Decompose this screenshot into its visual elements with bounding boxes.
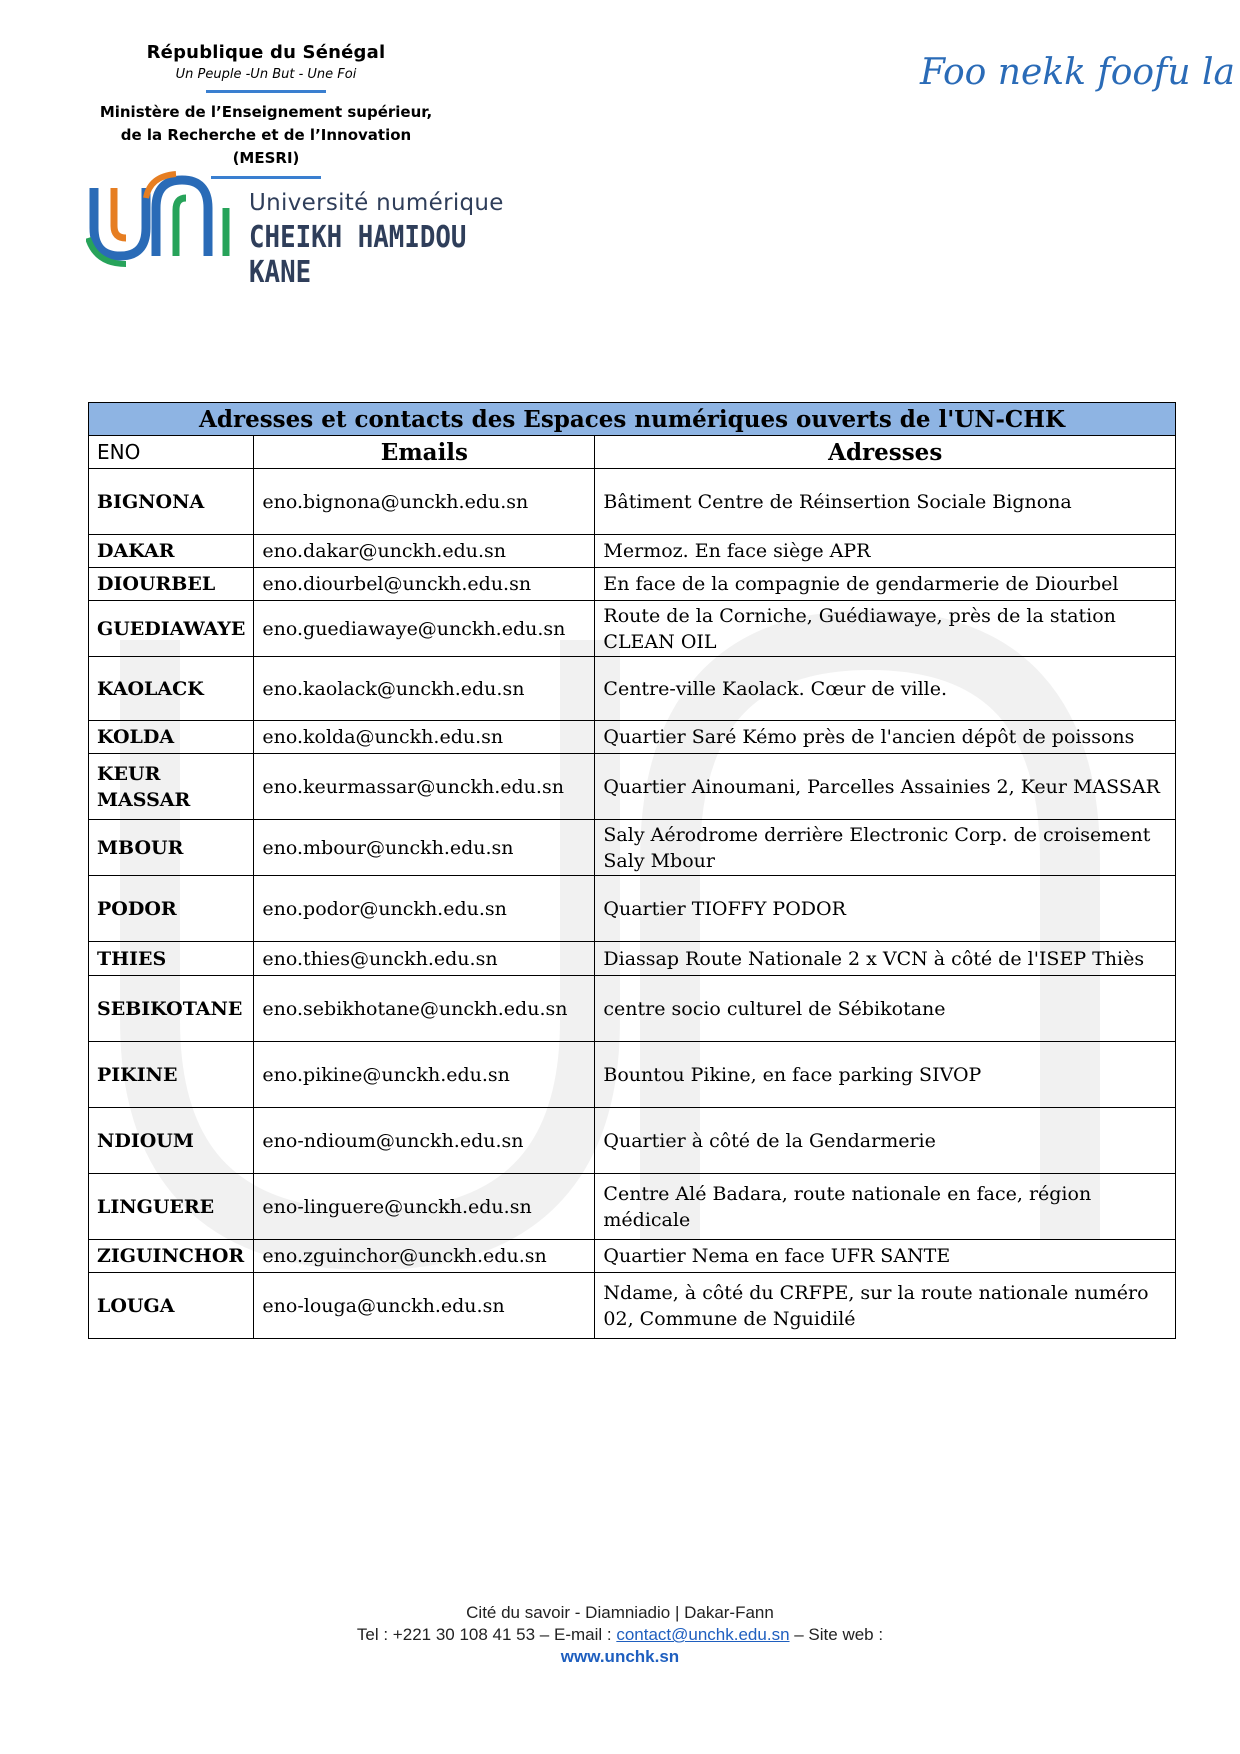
column-header-emails: Emails [254, 436, 595, 469]
unchk-logo-icon [86, 168, 236, 268]
eno-name: DAKAR [89, 535, 254, 568]
eno-email: eno.mbour@unckh.edu.sn [254, 820, 595, 876]
logo-text-line-2: CHEIKH HAMIDOU KANE [249, 220, 467, 290]
footer-address: Cité du savoir - Diamniadio | Dakar-Fann [466, 1603, 774, 1622]
eno-name: PODOR [89, 876, 254, 942]
eno-address: Quartier TIOFFY PODOR [595, 876, 1176, 942]
eno-name: SEBIKOTANE [89, 976, 254, 1042]
eno-name: LINGUERE [89, 1174, 254, 1240]
eno-address: Mermoz. En face siège APR [595, 535, 1176, 568]
eno-name: KAOLACK [89, 657, 254, 721]
contact-email-link[interactable]: contact@unchk.edu.sn [616, 1625, 790, 1644]
eno-email: eno.pikine@unckh.edu.sn [254, 1042, 595, 1108]
eno-name: BIGNONA [89, 469, 254, 535]
table-row [89, 1108, 1176, 1174]
eno-email: eno.zguinchor@unckh.edu.sn [254, 1240, 595, 1273]
eno-address: Quartier Nema en face UFR SANTE [595, 1240, 1176, 1273]
footer-tel: Tel : +221 30 108 41 53 – E-mail : [356, 1625, 617, 1644]
eno-name: LOUGA [89, 1273, 254, 1339]
eno-email: eno.diourbel@unckh.edu.sn [254, 568, 595, 601]
eno-email: eno.kolda@unckh.edu.sn [254, 721, 595, 754]
eno-address: Centre-ville Kaolack. Cœur de ville. [595, 657, 1176, 721]
eno-address: Saly Aérodrome derrière Electronic Corp. de croisement Saly Mbour [595, 820, 1176, 876]
slogan: Foo nekk foofu la [920, 52, 1235, 93]
table-row [89, 535, 1176, 568]
table-row [89, 876, 1176, 942]
eno-address: Diassap Route Nationale 2 x VCN à côté de l'ISEP Thiès [595, 942, 1176, 976]
column-header-eno: ENO [89, 436, 254, 469]
logo-text-line-1: Université numérique [249, 190, 504, 216]
divider [206, 90, 326, 93]
ministry-line-2: de la Recherche et de l’Innovation (MESRI) [120, 126, 412, 167]
eno-email: eno.keurmassar@unckh.edu.sn [254, 754, 595, 820]
eno-email: eno-ndioum@unckh.edu.sn [254, 1108, 595, 1174]
eno-email: eno.bignona@unckh.edu.sn [254, 469, 595, 535]
table-row [89, 976, 1176, 1042]
eno-address: Quartier à côté de la Gendarmerie [595, 1108, 1176, 1174]
eno-email: eno-linguere@unckh.edu.sn [254, 1174, 595, 1240]
eno-address: Quartier Saré Kémo près de l'ancien dépôt de poissons [595, 721, 1176, 754]
eno-address: Route de la Corniche, Guédiawaye, près de la station CLEAN OIL [595, 601, 1176, 657]
table-row [89, 657, 1176, 721]
table-row [89, 754, 1176, 820]
eno-email: eno.thies@unckh.edu.sn [254, 942, 595, 976]
table-row [89, 601, 1176, 657]
footer-contact-line [0, 1624, 1240, 1646]
table-row [89, 1273, 1176, 1339]
eno-email: eno.sebikhotane@unckh.edu.sn [254, 976, 595, 1042]
ministry-line-1: Ministère de l’Enseignement supérieur, [99, 103, 433, 121]
eno-name: GUEDIAWAYE [89, 601, 254, 657]
eno-email: eno.guediawaye@unckh.edu.sn [254, 601, 595, 657]
eno-name: PIKINE [89, 1042, 254, 1108]
website-link[interactable]: www.unchk.sn [560, 1647, 680, 1666]
table-row [89, 820, 1176, 876]
eno-address: Quartier Ainoumani, Parcelles Assainies 2, Keur MASSAR [595, 754, 1176, 820]
eno-address: Bâtiment Centre de Réinsertion Sociale Bignona [595, 469, 1176, 535]
page-footer [0, 1602, 1240, 1668]
eno-address: Centre Alé Badara, route nationale en face, région médicale [595, 1174, 1176, 1240]
eno-address: centre socio culturel de Sébikotane [595, 976, 1176, 1042]
table-row [89, 721, 1176, 754]
republic-title: République du Sénégal [146, 42, 386, 63]
header-block [86, 42, 446, 179]
national-motto: Un Peuple -Un But - Une Foi [175, 67, 357, 82]
table-row [89, 942, 1176, 976]
eno-email: eno-louga@unckh.edu.sn [254, 1273, 595, 1339]
eno-name: KOLDA [89, 721, 254, 754]
table-row [89, 1240, 1176, 1273]
eno-address: Ndame, à côté du CRFPE, sur la route nationale numéro 02, Commune de Nguidilé [595, 1273, 1176, 1339]
table-row [89, 469, 1176, 535]
eno-name: THIES [89, 942, 254, 976]
column-header-addresses: Adresses [595, 436, 1176, 469]
footer-site-label: – Site web : [789, 1625, 884, 1644]
eno-contacts-table [88, 402, 1176, 1339]
table-row [89, 1042, 1176, 1108]
eno-email: eno.dakar@unckh.edu.sn [254, 535, 595, 568]
eno-name: DIOURBEL [89, 568, 254, 601]
eno-email: eno.podor@unckh.edu.sn [254, 876, 595, 942]
unchk-logo [86, 168, 506, 290]
table-row [89, 568, 1176, 601]
table-title: Adresses et contacts des Espaces numériques ouverts de l'UN-CHK [89, 403, 1176, 436]
eno-name: MBOUR [89, 820, 254, 876]
table-row [89, 1174, 1176, 1240]
eno-name: KEUR MASSAR [89, 754, 254, 820]
eno-name: NDIOUM [89, 1108, 254, 1174]
eno-address: En face de la compagnie de gendarmerie de Diourbel [595, 568, 1176, 601]
eno-name: ZIGUINCHOR [89, 1240, 254, 1273]
eno-email: eno.kaolack@unckh.edu.sn [254, 657, 595, 721]
eno-address: Bountou Pikine, en face parking SIVOP [595, 1042, 1176, 1108]
